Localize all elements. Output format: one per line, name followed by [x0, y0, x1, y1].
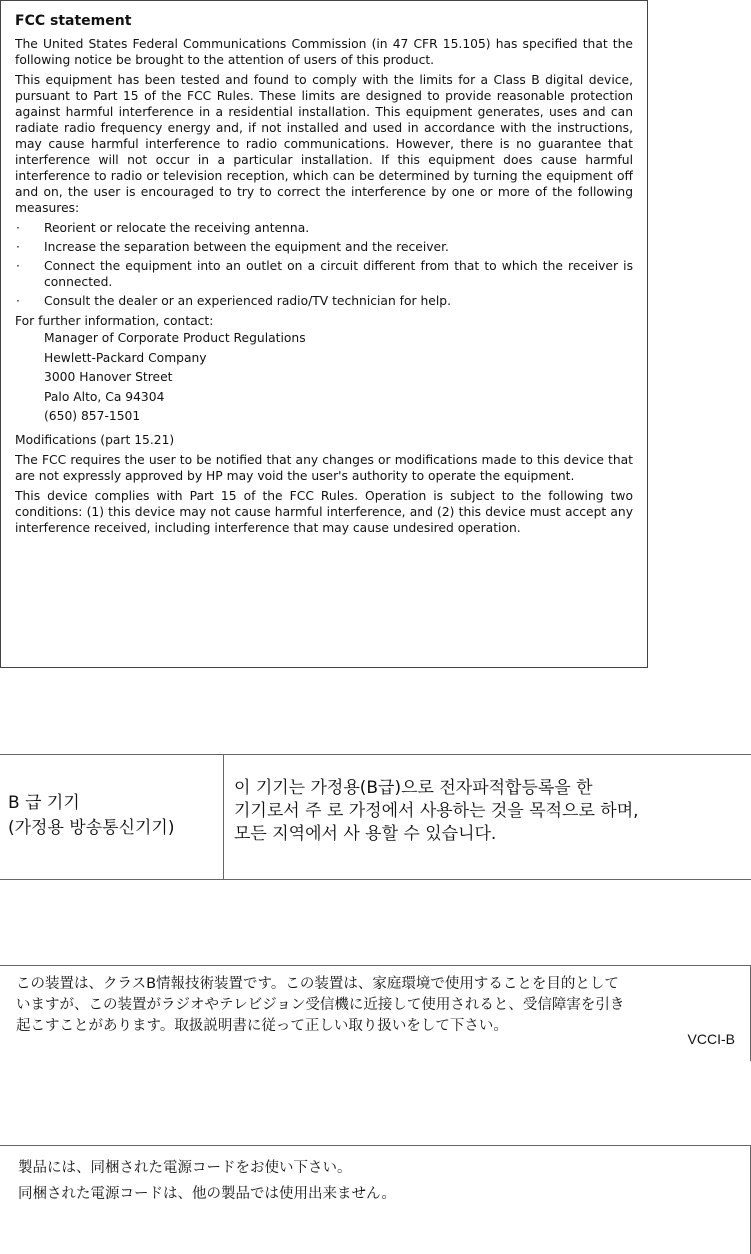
modifications-text: The FCC requires the user to be notified that any changes or modifications made to this device that are not expressly approved by HP may void the user's authority to operate the equipment.: [15, 452, 633, 483]
power-cord-line: 同梱された電源コードは、他の製品では使用出来ません。: [18, 1186, 396, 1202]
fcc-body: This equipment has been tested and found to comply with the limits for a Class B digital device, pursuant to Part 15 of the FCC Rules. These limits are designed to provide reasonable protection against harmful interference in a residential installation. This equipment generates, uses and can radiate radio frequency energy and, if not installed and used in accordance with the instructions, may cause harmful interference to radio communications. However, there is no guarantee that interference will not occur in a particular installation. If this equipment does cause harmful interference to radio or television reception, which can be determined by turning the equipment off and on, the user is encouraged to try to correct the interference by one or more of the following measures:: [15, 73, 633, 215]
list-item: [15, 220, 633, 236]
measure-text: Connect the equipment into an outlet on a circuit different from that to which the receiver is connected.: [44, 259, 633, 289]
korea-notice-line: 이 기기는 가정용(B급)으로 전자파적합등록을 한: [234, 778, 593, 798]
bullet-icon: ·: [16, 294, 20, 308]
contact-line: Hewlett-Packard Company: [44, 350, 207, 365]
korea-class-cell: [0, 755, 224, 879]
korea-class-sublabel: (가정용 방송통신기기): [8, 818, 175, 838]
bullet-icon: ·: [16, 259, 20, 273]
fcc-statement-box: [0, 0, 648, 668]
korea-notice-line: 모든 지역에서 사 용할 수 있습니다.: [234, 824, 497, 844]
contact-line: Palo Alto, Ca 94304: [44, 389, 165, 404]
list-item: [15, 293, 633, 309]
contact-address: [44, 329, 633, 427]
contact-line: 3000 Hanover Street: [44, 370, 173, 384]
measure-text: Increase the separation between the equipment and the receiver.: [44, 240, 449, 254]
measure-text: Consult the dealer or an experienced radio/TV technician for help.: [44, 294, 451, 308]
power-cord-line: 製品には、同梱された電源コードをお使い下さい。: [18, 1160, 352, 1176]
korea-notice-table: [0, 754, 751, 880]
vcci-line: この装置は、クラスB情報技術装置です。この装置は、家庭環境で使用することを目的として: [16, 976, 619, 992]
vcci-line: 起こすことがあります。取扱説明書に従って正しい取り扱いをして下さい。: [16, 1018, 508, 1034]
korea-class-label: B 급 기기: [8, 793, 80, 813]
contact-intro: For further information, contact:: [15, 314, 214, 328]
contact-line: (650) 857-1501: [44, 409, 141, 423]
bullet-icon: ·: [16, 240, 20, 254]
korea-notice-line: 기기로서 주 로 가정에서 사용하는 것을 목적으로 하며,: [234, 801, 639, 821]
measure-text: Reorient or relocate the receiving antenna.: [44, 221, 310, 235]
korea-notice-cell: [224, 755, 751, 879]
vcci-mark: VCCI-B: [687, 1031, 735, 1047]
vcci-line: いますが、この装置がラジオやテレビジョン受信機に近接して使用されると、受信障害を引き: [16, 997, 625, 1013]
list-item: [15, 239, 633, 255]
modifications-heading: Modifications (part 15.21): [15, 432, 175, 447]
vcci-notice-box: [0, 965, 751, 1060]
fcc-intro: The United States Federal Communications Commission (in 47 CFR 15.105) has specified that the following notice be brought to the attention of users of this product.: [15, 37, 633, 67]
compliance-text: This device complies with Part 15 of the FCC Rules. Operation is subject to the following two conditions: (1) this device may not cause harmful interference, and (2) this device must accept any interference received, including interference that may cause undesired operation.: [15, 488, 633, 535]
fcc-measures-list: [15, 220, 633, 309]
power-cord-notice-box: [0, 1145, 751, 1254]
list-item: [15, 258, 633, 290]
contact-line: Manager of Corporate Product Regulations: [44, 331, 306, 345]
fcc-title: FCC statement: [15, 13, 132, 29]
bullet-icon: ·: [16, 221, 20, 235]
